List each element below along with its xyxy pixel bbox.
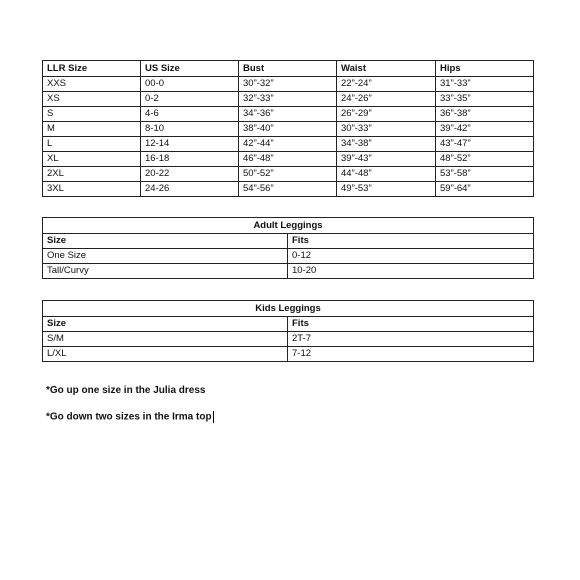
- table-cell: 4-6: [141, 107, 239, 122]
- table-cell: 34”-38”: [337, 137, 436, 152]
- column-header-size: Size: [43, 234, 288, 249]
- column-header-bust: Bust: [239, 61, 337, 77]
- table-cell: 30”-32”: [239, 77, 337, 92]
- table-cell: S: [43, 107, 141, 122]
- table-row: [43, 92, 534, 107]
- table-header-row: [43, 234, 534, 249]
- table-cell: XL: [43, 152, 141, 167]
- table-cell: XXS: [43, 77, 141, 92]
- table-row: [43, 107, 534, 122]
- table-cell: 10-20: [288, 264, 534, 279]
- table-title-row: [43, 301, 534, 317]
- column-header-fits: Fits: [288, 234, 534, 249]
- table-cell: Tall/Curvy: [43, 264, 288, 279]
- table-row: [43, 182, 534, 197]
- table-row: [43, 332, 534, 347]
- table-cell: 24”-26”: [337, 92, 436, 107]
- table-cell: 46”-48”: [239, 152, 337, 167]
- table-header-row: [43, 317, 534, 332]
- table-cell: 43”-47”: [436, 137, 534, 152]
- table-cell: 49”-53”: [337, 182, 436, 197]
- size-chart-table: [42, 60, 534, 197]
- kids-leggings-table: [42, 300, 534, 362]
- table-cell: 8-10: [141, 122, 239, 137]
- table-cell: 32”-33”: [239, 92, 337, 107]
- table-cell: 2T-7: [288, 332, 534, 347]
- table-cell: 3XL: [43, 182, 141, 197]
- kids-leggings-title: Kids Leggings: [43, 301, 534, 317]
- column-header-fits: Fits: [288, 317, 534, 332]
- table-row: [43, 167, 534, 182]
- table-cell: 39”-43”: [337, 152, 436, 167]
- table-cell: 59”-64”: [436, 182, 534, 197]
- table-row: [43, 77, 534, 92]
- table-cell: 0-2: [141, 92, 239, 107]
- table-cell: 48”-52”: [436, 152, 534, 167]
- table-cell: 42”-44”: [239, 137, 337, 152]
- table-cell: 50”-52”: [239, 167, 337, 182]
- adult-leggings-table: [42, 217, 534, 279]
- table-cell: 0-12: [288, 249, 534, 264]
- column-header-hips: Hips: [436, 61, 534, 77]
- table-cell: 00-0: [141, 77, 239, 92]
- table-row: [43, 347, 534, 362]
- table-cell: M: [43, 122, 141, 137]
- column-header-waist: Waist: [337, 61, 436, 77]
- table-cell: L: [43, 137, 141, 152]
- note-text: *Go down two sizes in the Irma top: [46, 411, 212, 423]
- table-cell: XS: [43, 92, 141, 107]
- table-cell: 12-14: [141, 137, 239, 152]
- note-julia-dress: [46, 385, 205, 396]
- table-cell: One Size: [43, 249, 288, 264]
- table-cell: 16-18: [141, 152, 239, 167]
- column-header-us-size: US Size: [141, 61, 239, 77]
- table-row: [43, 122, 534, 137]
- table-row: [43, 152, 534, 167]
- table-cell: 54”-56”: [239, 182, 337, 197]
- table-cell: 33”-35”: [436, 92, 534, 107]
- table-cell: 7-12: [288, 347, 534, 362]
- column-header-size: Size: [43, 317, 288, 332]
- table-cell: S/M: [43, 332, 288, 347]
- table-header-row: [43, 61, 534, 77]
- table-cell: 26”-29”: [337, 107, 436, 122]
- table-row: [43, 264, 534, 279]
- table-row: [43, 249, 534, 264]
- table-cell: 24-26: [141, 182, 239, 197]
- note-irma-top: [46, 411, 214, 423]
- note-text: *Go up one size in the Julia dress: [46, 385, 206, 396]
- table-cell: 39”-42”: [436, 122, 534, 137]
- table-cell: L/XL: [43, 347, 288, 362]
- table-row: [43, 137, 534, 152]
- table-cell: 53”-58”: [436, 167, 534, 182]
- column-header-llr-size: LLR Size: [43, 61, 141, 77]
- table-title-row: [43, 218, 534, 234]
- table-cell: 2XL: [43, 167, 141, 182]
- text-cursor: [213, 411, 214, 423]
- table-cell: 20-22: [141, 167, 239, 182]
- table-cell: 34”-36”: [239, 107, 337, 122]
- table-cell: 22”-24”: [337, 77, 436, 92]
- table-cell: 38”-40”: [239, 122, 337, 137]
- adult-leggings-title: Adult Leggings: [43, 218, 534, 234]
- table-cell: 31”-33”: [436, 77, 534, 92]
- table-cell: 44”-48”: [337, 167, 436, 182]
- table-cell: 36”-38”: [436, 107, 534, 122]
- table-cell: 30”-33”: [337, 122, 436, 137]
